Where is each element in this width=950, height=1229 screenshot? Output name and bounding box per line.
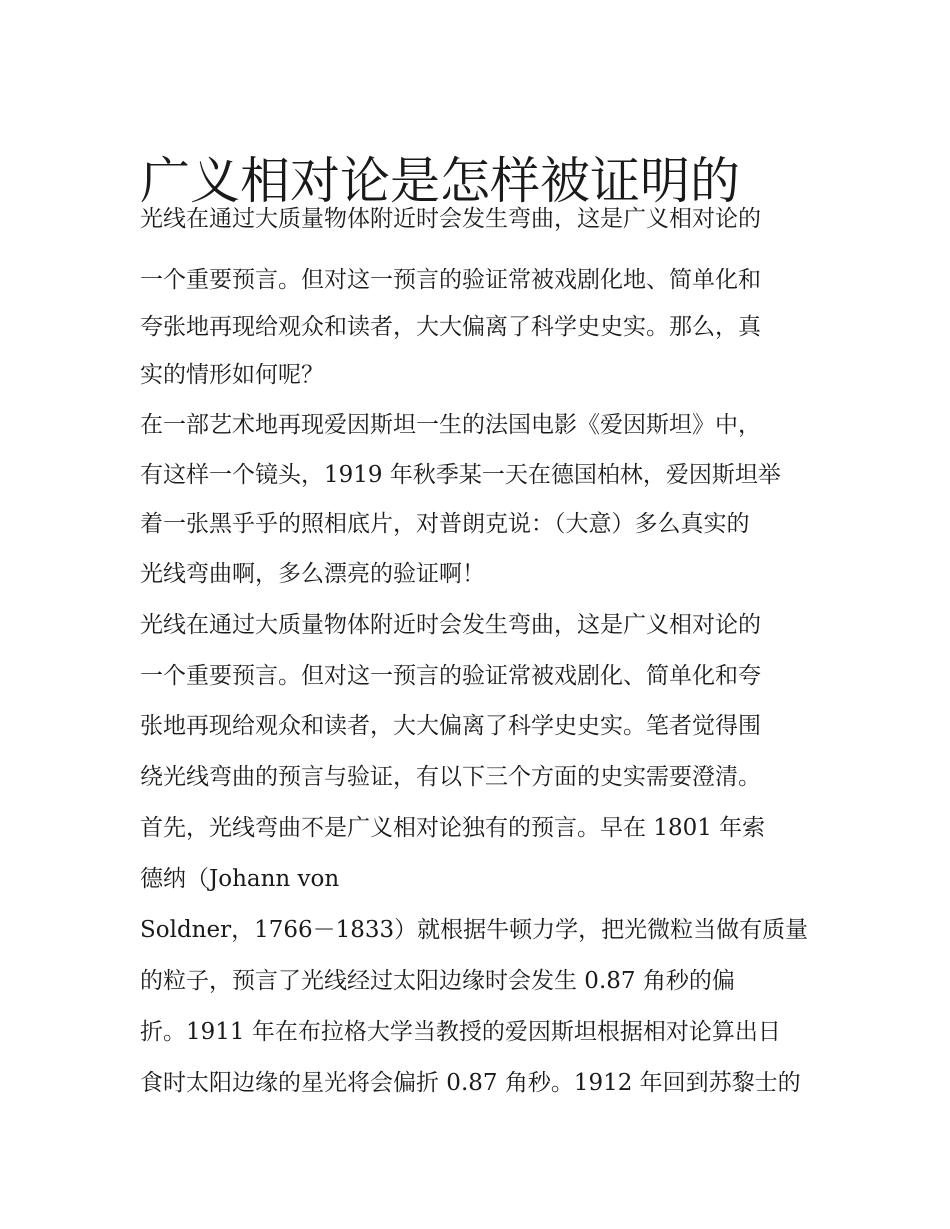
text-line: 实的情形如何呢？: [140, 362, 324, 388]
text-line: 光线在通过大质量物体附近时会发生弯曲，这是广义相对论的: [140, 612, 761, 638]
text-line: Soldner，1766－1833）就根据牛顿力学，把光微粒当做有质量: [140, 917, 809, 943]
text-line: 着一张黑乎乎的照相底片，对普朗克说：（大意）多么真实的: [140, 511, 750, 537]
text-line: 夸张地再现给观众和读者，大大偏离了科学史史实。那么，真: [140, 314, 761, 340]
text-line: 德纳（Johann von: [140, 866, 340, 892]
text-line: 在一部艺术地再现爱因斯坦一生的法国电影《爱因斯坦》中，: [140, 412, 761, 438]
text-line: 一个重要预言。但对这一预言的验证常被戏剧化地、简单化和: [140, 267, 761, 293]
text-line: 绕光线弯曲的预言与验证，有以下三个方面的史实需要澄清。: [140, 764, 761, 790]
text-line: 一个重要预言。但对这一预言的验证常被戏剧化、简单化和夸: [140, 663, 761, 689]
text-line: 食时太阳边缘的星光将会偏折 0.87 角秒。1912 年回到苏黎士的: [140, 1070, 801, 1096]
text-line: 的粒子，预言了光线经过太阳边缘时会发生 0.87 角秒的偏: [140, 968, 735, 994]
text-line: 有这样一个镜头，1919 年秋季某一天在德国柏林，爱因斯坦举: [140, 462, 781, 488]
text-line: 首先，光线弯曲不是广义相对论独有的预言。早在 1801 年索: [140, 815, 766, 841]
text-line: 光线弯曲啊，多么漂亮的验证啊！: [140, 561, 485, 587]
document-title: 广义相对论是怎样被证明的: [140, 151, 740, 210]
text-line: 折。1911 年在布拉格大学当教授的爱因斯坦根据相对论算出日: [140, 1019, 781, 1045]
text-line: 光线在通过大质量物体附近时会发生弯曲，这是广义相对论的: [140, 206, 761, 232]
text-line: 张地再现给观众和读者，大大偏离了科学史史实。笔者觉得围: [140, 713, 761, 739]
